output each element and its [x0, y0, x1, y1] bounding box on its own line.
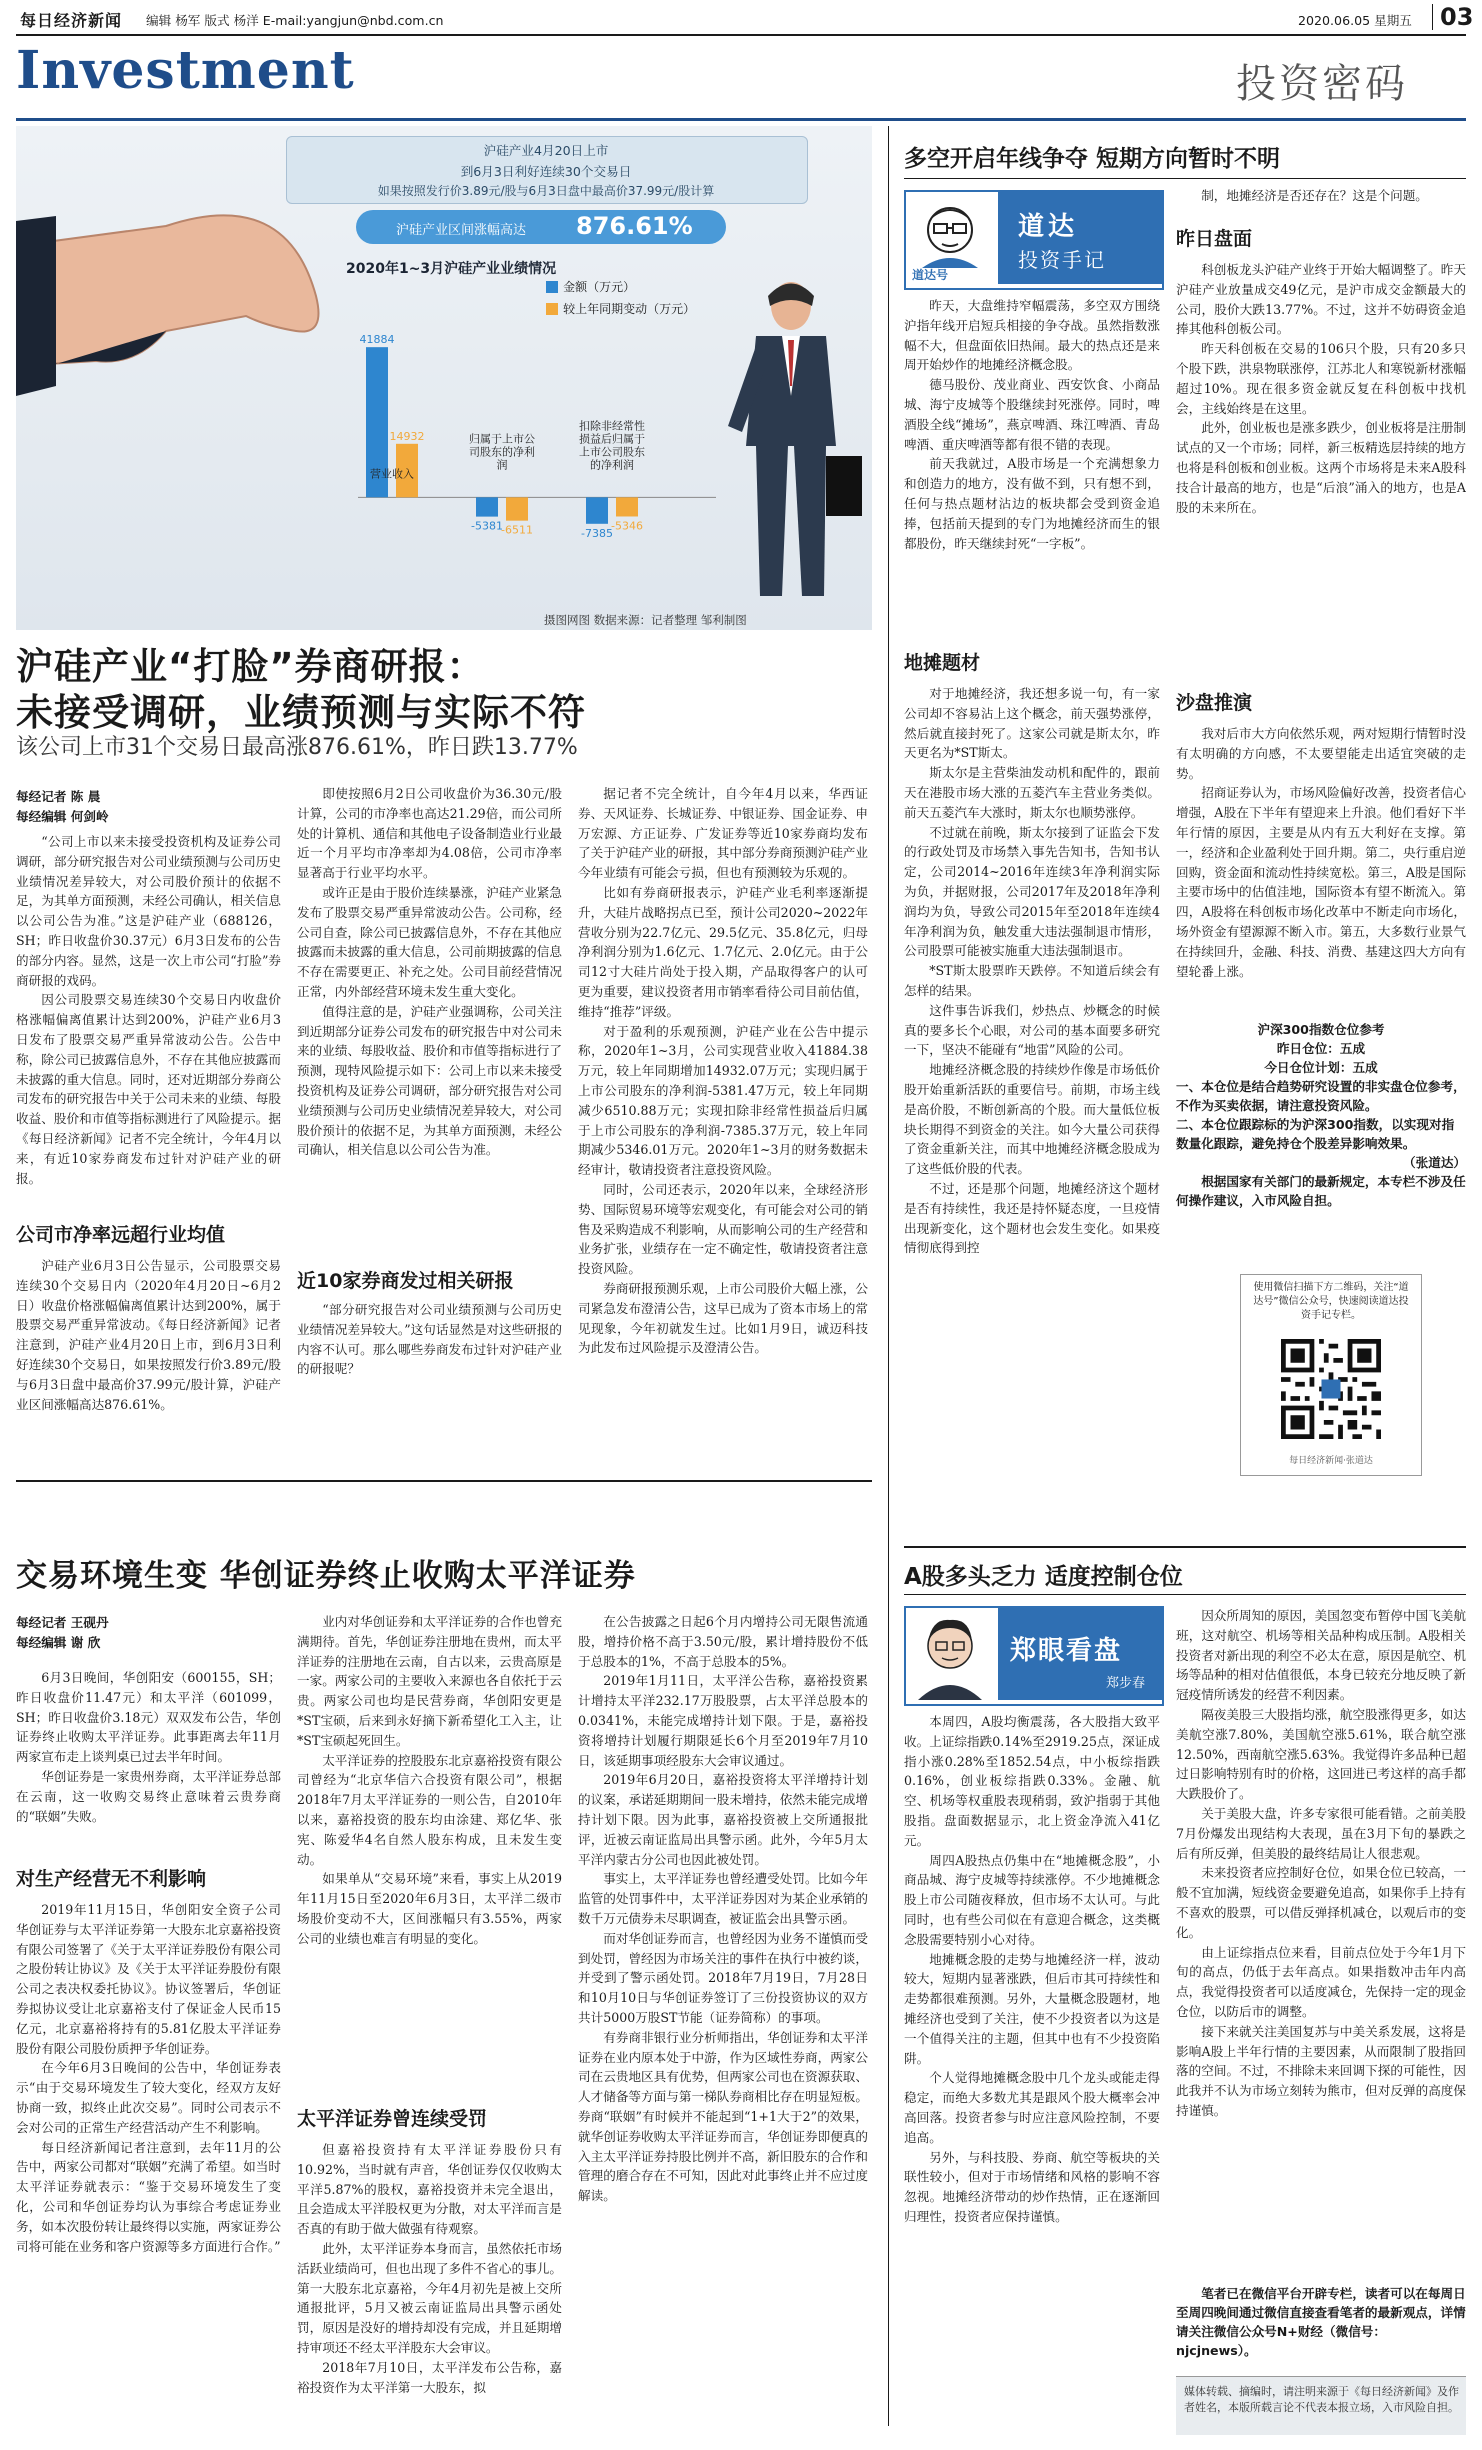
paragraph: 接下来就关注美国复苏与中美关系发展，这将是影响A股上半年行情的主要因素，从而限制了股指回落的空间。不过，不排除未来回调下探的可能性，因此我并不认为市场立刻转为熊市，但对反弹的高度保持谨慎。 — [1176, 2023, 1466, 2118]
paragraph: 关于美股大盘，许多专家很可能看错。之前美股7月份爆发出现结构大表现，虽在3月下旬的暴跌之后有所反弹，但美股的最终结局让人很悲观。 — [1176, 1805, 1466, 1861]
feature-graphic — [16, 126, 872, 630]
article-2-col1-heading: 对生产经营无不利影响 — [16, 1868, 207, 1890]
paragraph: 据记者不完全统计，自今年4月以来，华西证券、天风证券、长城证券、中银证券、国金证券、申万宏源、方正证券、广发证券等近10家券商均发布了关于沪硅产业的研报，其中部分券商预测沪硅产业今年业绩有可能会亏损，但也有预测较为乐观的。 — [578, 786, 868, 881]
article-2-editor: 每经编辑 谢 欣 — [16, 1635, 101, 1650]
paragraph: 隔夜美股三大股指均涨，航空股涨得更多，如达美航空涨7.80%，美国航空涨5.61%，联合航空涨12.50%，西南航空涨5.63%。我觉得许多品种已超过日影响特别有时的价格，这回进已考这样的高手都大跌股价了。 — [1176, 1706, 1466, 1802]
info-line-2: 到6月3日利好连续30个交易日 — [460, 164, 632, 179]
chart-bar — [586, 497, 608, 523]
paragraph: 斯太尔是主营柴油发动机和配件的，跟前天在港股市场大涨的五菱汽车主营业务类似。前天五菱汽车大涨时，斯太尔也顺势涨停。 — [904, 765, 1160, 820]
paragraph: 比如有券商研报表示，沪硅产业毛利率逐渐提升，大硅片战略拐点已至，预计公司2020~2022年营收分别为22.7亿元、29.5亿元、35.8亿元，归母净利润分别为1.6亿元、1.7亿元、2.0亿元。由于公司12寸大硅片尚处于投入期，产品取得客户的认可更为重要，建议投资者用市销率看待公司目前估值，维持“推荐”评级。 — [578, 884, 868, 1019]
editor-line: 编辑 杨军 版式 杨洋 E-mail:yangjun@nbd.com.cn — [146, 13, 444, 28]
main-subheadline: 该公司上市31个交易日最高涨876.61%，昨日跌13.77% — [16, 735, 578, 760]
position-ref-heading: 沪深300指数仓位参考 — [1257, 1022, 1385, 1037]
paragraph: 此外，创业板也是涨多跌少，创业板将是注册制试点的又一个市场；同样，新三板精选层持续的地方也将是科创板和创业板。这两个市场将是未来A股科技合计最高的地方，也是“后浪”涌入的地方，也是A股的未来所在。 — [1176, 420, 1466, 515]
position-ref-note-1: 一、本仓位是结合趋势研究设置的非实盘仓位参考，不作为买卖依据，请注意投资风险。 — [1176, 1079, 1466, 1113]
column-body-2 — [904, 684, 1160, 1408]
info-line-3: 如果按照发行价3.89元/股与6月3日盘中最高价37.99元/股计算 — [377, 184, 715, 198]
chart-category-label: 营业收入 — [370, 467, 414, 481]
paragraph: 由上证综指点位来看，目前点位处于今年1月下旬的高点，仍低于去年高点。如果指数冲击年内高点，我觉得投资者可以适度减仓，先保持一定的现金仓位，以防后市的调整。 — [1176, 1944, 1466, 2019]
gain-banner-value: 876.61% — [576, 212, 693, 240]
column-title: 多空开启年线争夺 短期方向暂时不明 — [904, 146, 1281, 172]
column-body-5 — [1176, 724, 1466, 1014]
market-column-body-a — [904, 1712, 1160, 2420]
column-body-1 — [904, 296, 1160, 641]
info-line-1: 沪硅产业4月20日上市 — [483, 143, 609, 158]
column-heading-outlook: 沙盘推演 — [1176, 692, 1253, 714]
main-headline-1: 沪硅产业“打脸”券商研报： — [16, 645, 485, 688]
paragraph: 我对后市大方向依然乐观，两对短期行情暂时没有太明确的方向感，不太要望能走出适宜突破的走势。 — [1176, 726, 1466, 781]
paper-name: 每日经济新闻 — [20, 11, 123, 30]
main-reporter: 每经记者 陈 晨 — [16, 789, 101, 804]
paragraph: 2018年7月10日，太平洋发布公告称，嘉裕投资作为太平洋第一大股东，拟 — [297, 2359, 562, 2395]
paragraph: 本周四，A股均衡震荡，各大股指大致平收。上证综指跌0.14%至2919.25点，深证成指小涨0.28%至1852.54点，中小板综指跌0.16%，创业板综指跌0.33%。金融、航空、机场等权重股表现稍弱，致沪指弱于其他股指。盘面数据显示，北上资金净流入41亿元。 — [904, 1714, 1160, 1848]
main-col3 — [578, 784, 868, 1448]
paragraph: 每日经济新闻记者注意到，去年11月的公告中，两家公司都对“联姻”充满了希望。如当时太平洋证券就表示：“鉴于交易环境发生了变化，公司和华创证券均认为事综合考虑证券业务，如本次股份转让最终得以实施，两家证券公司将可能在业务和客户资源等多方面进行合作。” — [16, 2139, 281, 2254]
column-body-3 — [1176, 186, 1466, 226]
chart-data-label: -5381 — [471, 519, 503, 533]
page-number: 03 — [1440, 3, 1474, 31]
paragraph: 即使按照6月2日公司收盘价为36.30元/股计算，公司的市净率也高达21.29倍，而公司所处的计算机、通信和其他电子设备制造业行业最近一个月平均市净率却为4.08倍，公司市净率显著高于行业平均水平。 — [297, 786, 562, 881]
issue-date: 2020.06.05 星期五 — [1298, 13, 1412, 28]
paragraph: 如果单从“交易环境”来看，事实上从2019年11月15日至2020年6月3日，太平洋二级市场股价变动不大，区间涨幅只有3.55%，两家公司的业绩也难言有明显的变化。 — [297, 1871, 562, 1946]
paragraph: 而对华创证券而言，也曾经因为业务不谨慎而受到处罚，曾经因为市场关注的事件在执行中被约谈，并受到了警示函处罚。2018年7月19日，7月28日和10月10日与华创证券签订了三份投资协议的双方共计5000万股ST节能（证券简称）的事项。 — [578, 1930, 868, 2025]
paragraph: 太平洋证券的控股股东北京嘉裕投资有限公司曾经为“北京华信六合投资有限公司”，根据2018年7月太平洋证券的一则公告，自2010年以来，嘉裕投资的股东均由涂建、郑亿华、张宪、陈爱华4名自然人股东构成，且未发生变动。 — [297, 1752, 562, 1867]
article-2-col2 — [297, 1612, 562, 2090]
paragraph: 地摊经济概念股的持续炒作像是市场低价股开始重新活跃的重要信号。前期，市场主线是高价股，不断创新高的个股。而大量低位板块长期得不到资金的关注。如今大量公司获得了资金重新关注，而其中地摊经济概念股成为了这些低价股的代表。 — [904, 1062, 1160, 1177]
paragraph: 因公司股票交易连续30个交易日内收盘价格涨幅偏离值累计达到200%，沪硅产业6月3日发布了股票交易严重异常波动公告。公告中称，除公司已披露信息外，不存在其他应披露而未披露的重大信息。同时，还对近期部分券商公司发布的研究报告中关于公司未来的业绩、每股收益、股价和市值等指标测进行了风险提示。据《每日经济新闻》记者不完全统计，今年4月以来，有近10家券商发布过针对沪硅产业的研报。 — [16, 992, 281, 1186]
main-col1-b — [16, 1256, 281, 1446]
paragraph: 2019年1月11日，太平洋公告称，嘉裕投资累计增持太平洋232.17万股股票，占太平洋总股本的0.0341%，未能完成增持计划下限。于是，嘉裕投资将增持计划履行期限延长6个月至2019年7月10日，该延期事项经股东大会审议通过。 — [578, 1673, 868, 1768]
section-title-cn: 投资密码 — [1236, 61, 1408, 107]
paragraph: 制，地摊经济是否还存在？这是个问题。 — [1201, 188, 1428, 203]
position-ref-today: 今日仓位计划：五成 — [1264, 1060, 1378, 1075]
main-col2 — [297, 784, 562, 1259]
paragraph: 前天我就过，A股市场是一个充满想象力和创造力的地方，没有做不到，只有想不到，任何与热点题材沾边的板块都会受到资金追捧，包括前天提到的专门为地摊经济而生的银都股份，昨天继续封死“一字板”。 — [904, 456, 1160, 551]
column-badge — [904, 190, 1164, 290]
market-column-body-b — [1176, 1606, 1466, 2278]
position-ref-note-2: 二、本仓位跟踪标的为沪深300指数，以实现对指数量化跟踪，避免持仓个股差异影响效果。 — [1176, 1117, 1455, 1151]
chart-category-label: 归属于上市公司股东的净利润 — [469, 432, 535, 472]
paragraph: 但嘉裕投资持有太平洋证券股份只有10.92%，当时就有声音，华创证券仅仅收购太平洋5.87%的股权，嘉裕投资并未完全退出，且会造成太平洋股权更为分散，对太平洋而言是否真的有助于做大做强有待观察。 — [297, 2142, 562, 2237]
section-title-en: Investment — [16, 40, 355, 101]
paragraph: 在今年6月3日晚间的公告中，华创证券表示“由于交易环境发生了较大变化，经双方友好协商一致，拟终止此次交易”。同时公司表示不会对公司的正常生产经营活动产生不利影响。 — [16, 2060, 281, 2135]
qr-code-icon — [1281, 1339, 1381, 1439]
paragraph: 科创板龙头沪硅产业终于开始大幅调整了。昨天沪硅产业放量成交49亿元，是沪市成交金额最大的公司，股价大跌13.77%。不过，这并不妨碍资金追捧其他科创板公司。 — [1176, 262, 1466, 337]
article-2-col2-b — [297, 2140, 562, 2420]
author-portrait-icon — [910, 1612, 990, 1700]
performance-bar-chart — [346, 276, 726, 596]
paragraph: “部分研究报告对公司业绩预测与公司历史业绩情况差异较大。”这句话显然是对这些研报的内容不认可。那么哪些券商发布过针对沪硅产业的研报呢？ — [297, 1302, 562, 1377]
businessman-illustration — [716, 276, 866, 616]
article-2-col1 — [16, 1668, 281, 1850]
paragraph: 昨天科创板在交易的106只个股，只有20多只个股下跌，洪泉物联涨停，江苏北人和寒锐新材涨幅超过10%。现在很多资金就反复在科创板中找机会，主线始终是在这里。 — [1176, 341, 1466, 416]
main-col2-b — [297, 1300, 562, 1448]
paragraph: 对于地摊经济，我还想多说一句，有一家公司却不容易沾上这个概念，前天强势涨停，然后就直接封死了。这家公司就是斯太尔，昨天更名为*ST斯太。 — [904, 686, 1160, 761]
article-2-col3 — [578, 1612, 868, 2420]
main-col1-heading: 公司市净率远超行业均值 — [16, 1224, 226, 1246]
disclaimer-text: 媒体转载、摘编时，请注明来源于《每日经济新闻》及作者姓名，本版所载言论不代表本报立场，入市风险自担。 — [1184, 2385, 1459, 2414]
paragraph: 招商证券认为，市场风险偏好改善，投资者信心增强，A股在下半年有望迎来上升浪。他们看好下半年行情的原因，主要是从内有五大利好在支撑。第一，经济和企业盈利处于回升期。第二，央行重启逆回购，资金面和流动性持续宽松。第三，A股是国际主要市场中的估值洼地，国际资本有望不断流入。第四，A股将在科创板市场化改革中不断走向市场化，场外资金有望源源不断入市。第五，大多数行业景气在持续回升，金融、科技、消费、基建这四大方向有望轮番上涨。 — [1176, 785, 1466, 979]
paragraph: 不过，还是那个问题，地摊经济这个题材是否有持续性，我还是持怀疑态度，一旦疫情出现新变化，这个题材也会发生变化。如果疫情彻底得到控 — [904, 1180, 1160, 1256]
legend-label-amount: 金额（万元） — [563, 280, 636, 294]
market-column-title: A股多头乏力 适度控制仓位 — [904, 1564, 1183, 1590]
chart-data-label: -7385 — [581, 526, 613, 540]
position-reference — [1176, 1020, 1466, 1210]
main-editor: 每经编辑 何剑岭 — [16, 809, 109, 824]
paragraph: *ST斯太股票昨天跌停。不知道后续会有怎样的结果。 — [904, 963, 1160, 998]
paragraph: 沪硅产业6月3日公告显示，公司股票交易连续30个交易日内（2020年4月20日~6月2日）收盘价格涨幅偏离值累计达到200%，属于股票交易严重异常波动。《每日经济新闻》记者注意到，沪硅产业4月20日上市，到6月3日利好连续30个交易日，如果按照发行价3.89元/股与6月3日盘中最高价37.99元/股计算，沪硅产业区间涨幅高达876.61%。 — [16, 1258, 281, 1412]
graphic-credit: 摄图网图 数据来源：记者整理 邹利制图 — [544, 613, 747, 627]
chart-data-label: -5346 — [611, 519, 643, 533]
chart-data-label: -6511 — [501, 523, 533, 537]
gain-banner-label: 沪硅产业区间涨幅高达 — [396, 223, 527, 238]
paragraph: 华创证券是一家贵州券商，太平洋证券总部在云南，这一收购交易终止意味着云贵券商的“联姻”失败。 — [16, 1768, 281, 1824]
chart-data-label: 41884 — [359, 333, 395, 347]
paragraph: 有券商非银行业分析师指出，华创证券和太平洋证券在业内原本处于中游，作为区域性券商，两家公司在云贵地区具有优势，但两家公司也在资源获取、人才储备等方面与第一梯队券商相比存在明显短板。券商“联姻”有时候并不能起到“1+1大于2”的效果，就华创证券收购太平洋证券而言，华创证券即便真的入主太平洋证券持股比例并不高，新旧股东的合作和管理的磨合存在不可知，因此对此事终止并不应过度解读。 — [578, 2029, 868, 2204]
qr-footer: 每日经济新闻·张道达 — [1289, 1456, 1373, 1466]
main-headline-2: 未接受调研，业绩预测与实际不符 — [16, 691, 586, 734]
chart-bar — [506, 497, 528, 520]
article-2-col2-heading: 太平洋证券曾连续受罚 — [297, 2108, 488, 2130]
paragraph: 不过就在前晚，斯太尔接到了证监会下发的行政处罚及市场禁入事先告知书，告知书认定，公司2014~2016年连续3年净利润实际为负，并据财报，公司2017年及2018年净利润均为负，导致公司2015年至2018年连续4年净利润为负，触发重大违法强制退市情形，公司股票可能被实施重大违法强制退市。 — [904, 824, 1160, 959]
badge-logo: 道达号 — [912, 268, 949, 282]
paragraph: 对于盈利的乐观预测，沪硅产业在公告中提示称，2020年1~3月，公司实现营业收入41884.38万元，较上年同期增加14932.07万元；实现归属于上市公司股东的净利润-5381.47万元，较上年同期减少6510.88万元；实现扣除非经常性损益后归属于上市公司股东的净利润-7385.37万元，较上年同期减少5346.01万元。2020年1~3月的财务数据未经审计，敬请投资者注意投资风险。 — [578, 1023, 868, 1178]
paragraph: 在公告披露之日起6个月内增持公司无限售流通股，增持价格不高于3.50元/股，累计增持股份不低于总股本的1%，不高于总股本的5%。 — [578, 1614, 868, 1669]
paragraph: 周四A股热点仍集中在“地摊概念股”，小商品城、海宁皮城等持续涨停。不少地摊概念股上市公司随夜释放，但市场不太认可。与此同时，也有些公司似在有意迎合概念，这类概念股需要特别小心对待。 — [904, 1852, 1160, 1947]
paragraph: 2019年6月20日，嘉裕投资将太平洋增持计划的议案，承诺延期期间一股未增持，依然未能完成增持计划下限。因为此事，嘉裕投资被上交所通报批评，近被云南证监局出具警示函。此外，今年5月太平洋内蒙古分公司也因此被处罚。 — [578, 1772, 868, 1867]
paragraph: 同时，公司还表示，2020年以来，全球经济形势、国际贸易环境等宏观变化，有可能会对公司的销售及采购造成不利影响，从而影响公司的生产经营和业务扩张，业绩存在一定不确定性，敬请投资者注意投资风险。 — [578, 1181, 868, 1277]
market-column-badge — [904, 1606, 1164, 1706]
column-heading-yesterday: 昨日盘面 — [1176, 228, 1253, 250]
paragraph: 个人觉得地摊概念股中几个龙头或能走得稳定，而绝大多数尤其是跟风个股大概率会冲高回落。投资者参与时应注意风险控制，不要追高。 — [904, 2070, 1160, 2145]
position-ref-disclaimer: 根据国家有关部门的最新规定，本专栏不涉及任何操作建议，入市风险自担。 — [1176, 1174, 1466, 1208]
chart-data-label: 14932 — [389, 429, 425, 443]
main-col2-heading: 近10家券商发过相关研报 — [297, 1270, 514, 1292]
market-badge-name: 郑眼看盘 — [1010, 1636, 1123, 1666]
legend-label-change: 较上年同期变动（万元） — [563, 302, 696, 316]
paragraph: 另外，与科技股、券商、航空等板块的关联性较小，但对于市场情绪和风格的影响不容忽视。地摊经济带动的炒作热情，正在逐渐回归理性，投资者应保持谨慎。 — [904, 2149, 1160, 2224]
column-heading-stall: 地摊题材 — [904, 652, 981, 674]
paragraph: “公司上市以来未接受投资机构及证券公司调研，部分研究报告对公司业绩预测与公司历史业绩情况差异较大，对公司股价预计的依据不足，为其单方面预测，未经公司确认，相关信息以公司公告为准。”这是沪硅产业（688126，SH；昨日收盘价30.37元）6月3日发布的公告的部分内容。显然，这是一次上市公司“打脸”券商研报的戏码。 — [16, 834, 281, 988]
paragraph: 未来投资者应控制好仓位，如果仓位已较高，一般不宜加满，短线资金要避免追高，如果你手上持有不喜欢的股票，可以借反弹择机减仓，以观后市的变化。 — [1176, 1865, 1466, 1940]
column-body-4 — [1176, 260, 1466, 680]
paragraph: 券商研报预测乐观，上市公司股价大幅上涨，公司紧急发布澄清公告，这早已成为了资本市场上的常见现象，今年初就发生过。比如1月9日，诚迈科技为此发布过风险提示及澄清公告。 — [578, 1280, 868, 1356]
paragraph: 此外，太平洋证券本身而言，虽然依托市场活跃业绩尚可，但也出现了多件不省心的事儿。第一大股东北京嘉裕，今年4月初先是被上交所通报批评，5月又被云南证监局出具警示函处罚，原因是没好的增持却没有完成，并且延期增持审项还不经太平洋股东大会审议。 — [297, 2240, 562, 2355]
paragraph: 或许正是由于股价连续暴涨，沪硅产业紧急发布了股票交易严重异常波动公告。公司称，经公司自查，除公司已披露信息外，不存在其他应披露而未披露的重大信息，公司前期披露的信息不存在需要更正、补充之处。公司目前经营情况正常，内外部经营环境未发生重大变化。 — [297, 884, 562, 999]
chart-bar — [476, 497, 498, 516]
badge-name: 道达 — [1018, 212, 1079, 242]
paragraph: 这件事告诉我们，炒热点、炒概念的时候真的要多长个心眼，对公司的基本面要多研究一下，坚决不能碰有“地雷”风险的公司。 — [904, 1002, 1160, 1058]
paragraph: 业内对华创证券和太平洋证券的合作也曾充满期待。首先，华创证券注册地在贵州，而太平洋证券的注册地在云南，自古以来，云贵高原是一家。两家公司的主要收入来源也各自依托于云贵。两家公司也均是民营券商，华创阳安更是*ST宝硕，后来到永好摘下新希望化工入主，让*ST宝硕起死回生。 — [297, 1614, 562, 1748]
paragraph: 因众所周知的原因，美国忽变布暂停中国飞美航班，这对航空、机场等相关品种构成压制。A股相关投资者对新出现的利空不必太在意，原因是航空、机场等品种的相对估值很低，本身已较充分地反映了新冠疫情所诱发的经营不利因素。 — [1176, 1608, 1466, 1703]
chart-bar — [616, 497, 638, 516]
paragraph: 昨天，大盘维持窄幅震荡，多空双方围绕沪指年线开启短兵相接的争夺战。虽然指数涨幅不大，但盘面依旧热闹。最大的热点还是来周开始炒作的地摊经济概念股。 — [904, 298, 1160, 373]
article-2-headline: 交易环境生变 华创证券终止收购太平洋证券 — [16, 1558, 636, 1594]
author-avatar-icon — [912, 198, 988, 268]
paragraph: 事实上，太平洋证券也曾经遭受处罚。比如今年监管的处罚事件中，太平洋证券因对为某企业承销的数千万元债券未尽职调查，被证监会出具警示函。 — [578, 1871, 868, 1926]
article-2-reporter: 每经记者 王砚丹 — [16, 1615, 109, 1630]
article-2-col1-b — [16, 1900, 281, 2420]
masthead — [0, 0, 1482, 34]
position-ref-yesterday: 昨日仓位：五成 — [1276, 1041, 1366, 1056]
position-ref-sign: （张道达） — [1403, 1155, 1466, 1170]
badge-subtitle: 投资手记 — [1018, 248, 1106, 272]
chart-category-label: 扣除非经常性损益后归属于上市公司股东的净利润 — [579, 419, 645, 472]
paragraph: 值得注意的是，沪硅产业强调称，公司关注到近期部分证券公司发布的研究报告中对公司未来的业绩、每股收益、股价和市值等指标进行了预测，现特风险提示如下：公司上市以来未接受投资机构及证券公司调研，部分研究报告对公司业绩预测与公司历史业绩情况差异较大，对公司股价预计的依据不足，为其单方面预测，未经公司确认，相关信息以公司公告为准。 — [297, 1003, 562, 1158]
paragraph: 6月3日晚间，华创阳安（600155，SH；昨日收盘价11.47元）和太平洋（601099，SH；昨日收盘价3.18元）双双发布公告，华创证券终止收购太平洋证券。此事距离去年11月两家宣布走上谈判桌已过去半年时间。 — [16, 1670, 281, 1765]
qr-caption: 使用微信扫描下方二维码，关注“道达号”微信公众号，快速阅读道达投资手记专栏。 — [1253, 1282, 1409, 1321]
market-column-note: 笔者已在微信平台开辟专栏，读者可以在每周日至周四晚间通过微信直接查看笔者的最新观点，详情请关注微信公众号N+财经（微信号：njcjnews）。 — [1176, 2286, 1466, 2358]
chart-title: 2020年1~3月沪硅产业业绩情况 — [346, 261, 557, 277]
paragraph: 2019年11月15日，华创阳安全资子公司华创证券与太平洋证券第一大股东北京嘉裕投资有限公司签署了《关于太平洋证券股份有限公司之股份转让协议》及《关于太平洋证券股份有限公司之表决权委托协议》。协议签署后，华创证券拟协议受让北京嘉裕支付了保证金人民币15亿元，北京嘉裕将持有的5.81亿股太平洋证券股份有限公司股份质押予华创证券。 — [16, 1902, 281, 2056]
paragraph: 德马股份、茂业商业、西安饮食、小商品城、海宁皮城等个股继续封死涨停。同时，啤酒股全线“摊场”，燕京啤酒、珠江啤酒、青岛啤酒、重庆啤酒等都有很不错的表现。 — [904, 377, 1160, 452]
qr-card — [1240, 1274, 1422, 1476]
main-col1 — [16, 832, 281, 1212]
market-badge-author: 郑步春 — [1106, 1676, 1146, 1691]
paragraph: 地摊概念股的走势与地摊经济一样，波动较大，短期内显著涨跌，但后市其可持续性和走势都很难预测。另外，大量概念股题材，地摊经济也受到了关注，使不少投资者以为这是一个值得关注的主题，但其中也有不少投资陷阱。 — [904, 1951, 1160, 2066]
